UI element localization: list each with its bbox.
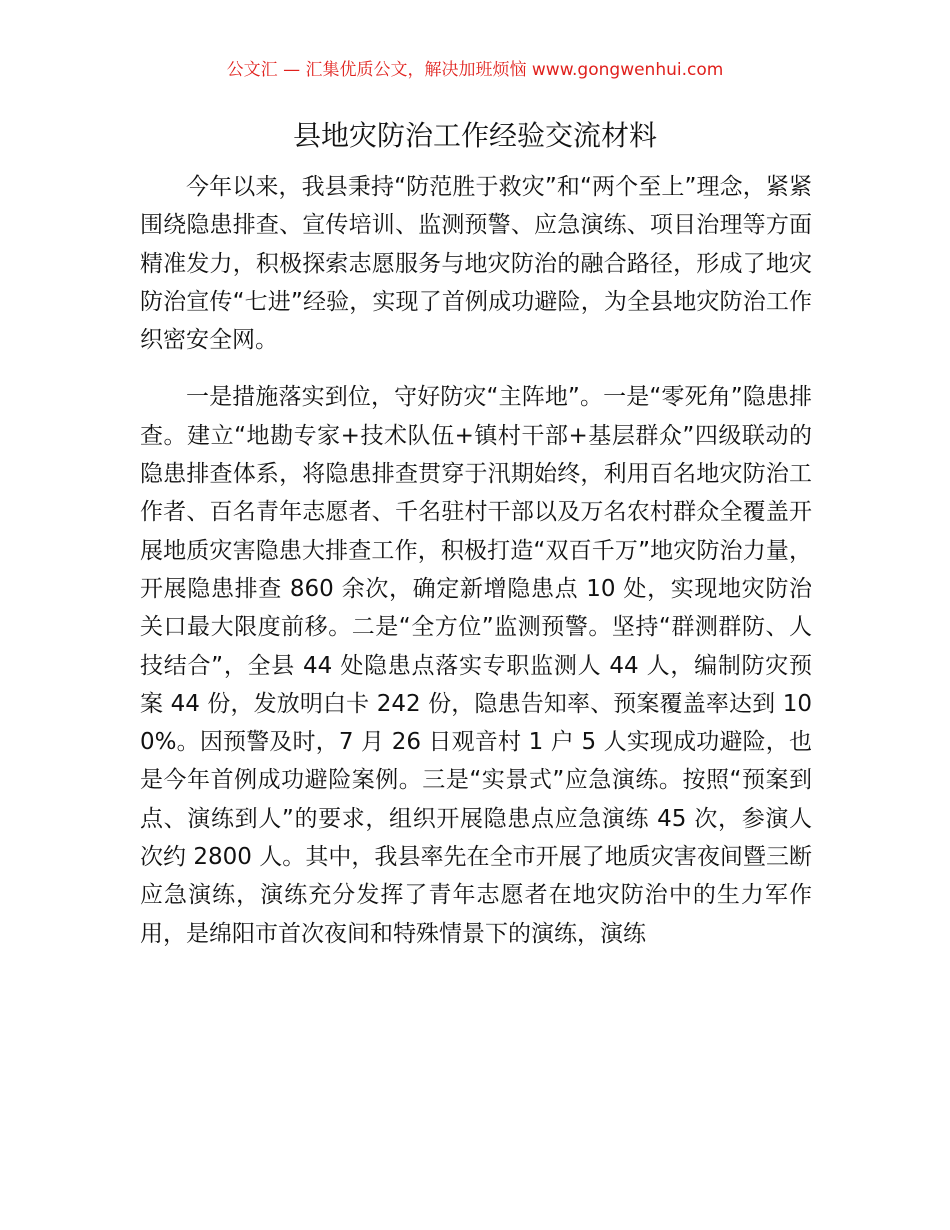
document-body	[140, 168, 812, 953]
paragraph-intro: 今年以来，我县秉持“防范胜于救灾”和“两个至上”理念，紧紧围绕隐患排查、宣传培训、监测预警、应急演练、项目治理等方面精准发力，积极探索志愿服务与地灾防治的融合路径，形成了地灾防治宣传“七进”经验，实现了首例成功避险，为全县地灾防治工作织密安全网。	[140, 174, 812, 354]
site-header-banner: 公文汇 — 汇集优质公文，解决加班烦恼 www.gongwenhui.com	[226, 60, 724, 80]
paragraph-measures: 一是措施落实到位，守好防灾“主阵地”。一是“零死角”隐患排查。建立“地勘专家+技术队伍+镇村干部+基层群众”四级联动的隐患排查体系，将隐患排查贯穿于汛期始终，利用百名地灾防治工作者、百名青年志愿者、千名驻村干部以及万名农村群众全覆盖开展地质灾害隐患大排查工作，积极打造“双百千万”地灾防治力量，开展隐患排查 860 余次，确定新增隐患点 10 处，实现地灾防治关口最大限度前移。二是“全方位”监测预警。坚持“群测群防、人技结合”，全县 44 处隐患点落实专职监测人 44 人，编制防灾预案 44 份，发放明白卡 242 份，隐患告知率、预案覆盖率达到 100%。因预警及时，7 月 26 日观音村 1 户 5 人实现成功避险，也是今年首例成功避险案例。三是“实景式”应急演练。按照“预案到点、演练到人”的要求，组织开展隐患点应急演练 45 次，参演人次约 2800 人。其中，我县率先在全市开展了地质灾害夜间暨三断应急演练，演练充分发挥了青年志愿者在地灾防治中的生力军作用，是绵阳市首次夜间和特殊情景下的演练，演练	[140, 384, 812, 947]
document-title: 县地灾防治工作经验交流材料	[292, 119, 657, 152]
